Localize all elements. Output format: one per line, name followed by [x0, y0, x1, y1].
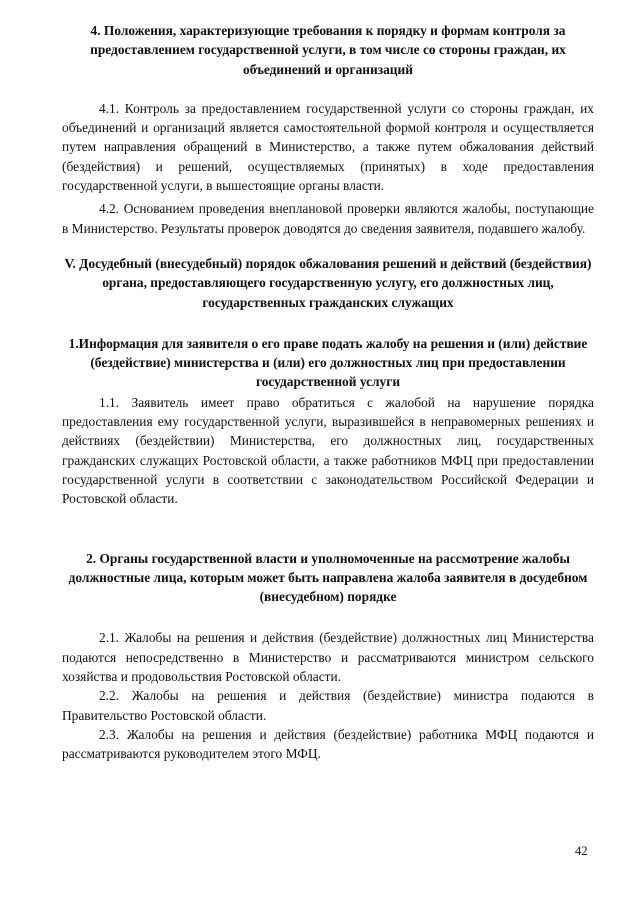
paragraph-4-1: 4.1. Контроль за предоставлением государственной услуги со стороны граждан, их объединений и организаций является самостоятельной формой контроля и осуществляется путем направления обращений в Министерство, а также путем обжалования действий (бездействия) и решений, осуществляемых (принятых) в ходе предоставления государственной услуги, в вышестоящие органы власти.	[62, 100, 594, 194]
paragraph-1-1: 1.1. Заявитель имеет право обратиться с жалобой на нарушение порядка предоставления ему государственной услуги, выразившейся в неправомерных решениях и действиях (бездействии) Министерства, его должностных лиц, государственных гражданских служащих Ростовской области, а также работников МФЦ при предоставлении государственной услуги в соответствии с законодательством Российской Федерации и Ростовской области.	[62, 394, 594, 507]
paragraph-2-3: 2.3. Жалобы на решения и действия (бездействие) работника МФЦ подаются и рассматриваются руководителем этого МФЦ.	[62, 726, 594, 762]
subsection-2-heading: 2. Органы государственной власти и уполномоченные на рассмотрение жалобы должностные лица, которым может быть направлена жалоба заявителя в досудебном (внесудебном) порядке	[68, 550, 588, 605]
paragraph-4-2: 4.2. Основанием проведения внеплановой проверки являются жалобы, поступающие в Министерство. Результаты проверок доводятся до сведения заявителя, подавшего жалобу.	[62, 201, 594, 236]
paragraph-2-1: 2.1. Жалобы на решения и действия (бездействие) должностных лиц Министерства подаются непосредственно в Министерство и рассматриваются министром сельского хозяйства и продовольствия Ростовской области.	[62, 630, 594, 685]
subsection-1-heading: 1.Информация для заявителя о его праве подать жалобу на решения и (или) действие (бездействие) министерства и (или) его должностных лиц при предоставлении государственной услуги	[68, 335, 588, 390]
paragraph-2-2: 2.2. Жалобы на решения и действия (бездействие) министра подаются в Правительство Ростовской области.	[62, 688, 594, 723]
document-page	[62, 21, 594, 764]
page-number: 42	[575, 844, 588, 858]
section-5-heading: V. Досудебный (внесудебный) порядок обжалования решений и действий (бездействия) органа, предоставляющего государственную услугу, его должностных лиц, государственных гражданских служащих	[64, 255, 592, 310]
section-4-heading: 4. Положения, характеризующие требования к порядку и формам контроля за предоставлением государственной услуги, в том числе со стороны граждан, их объединений и организаций	[90, 23, 566, 77]
